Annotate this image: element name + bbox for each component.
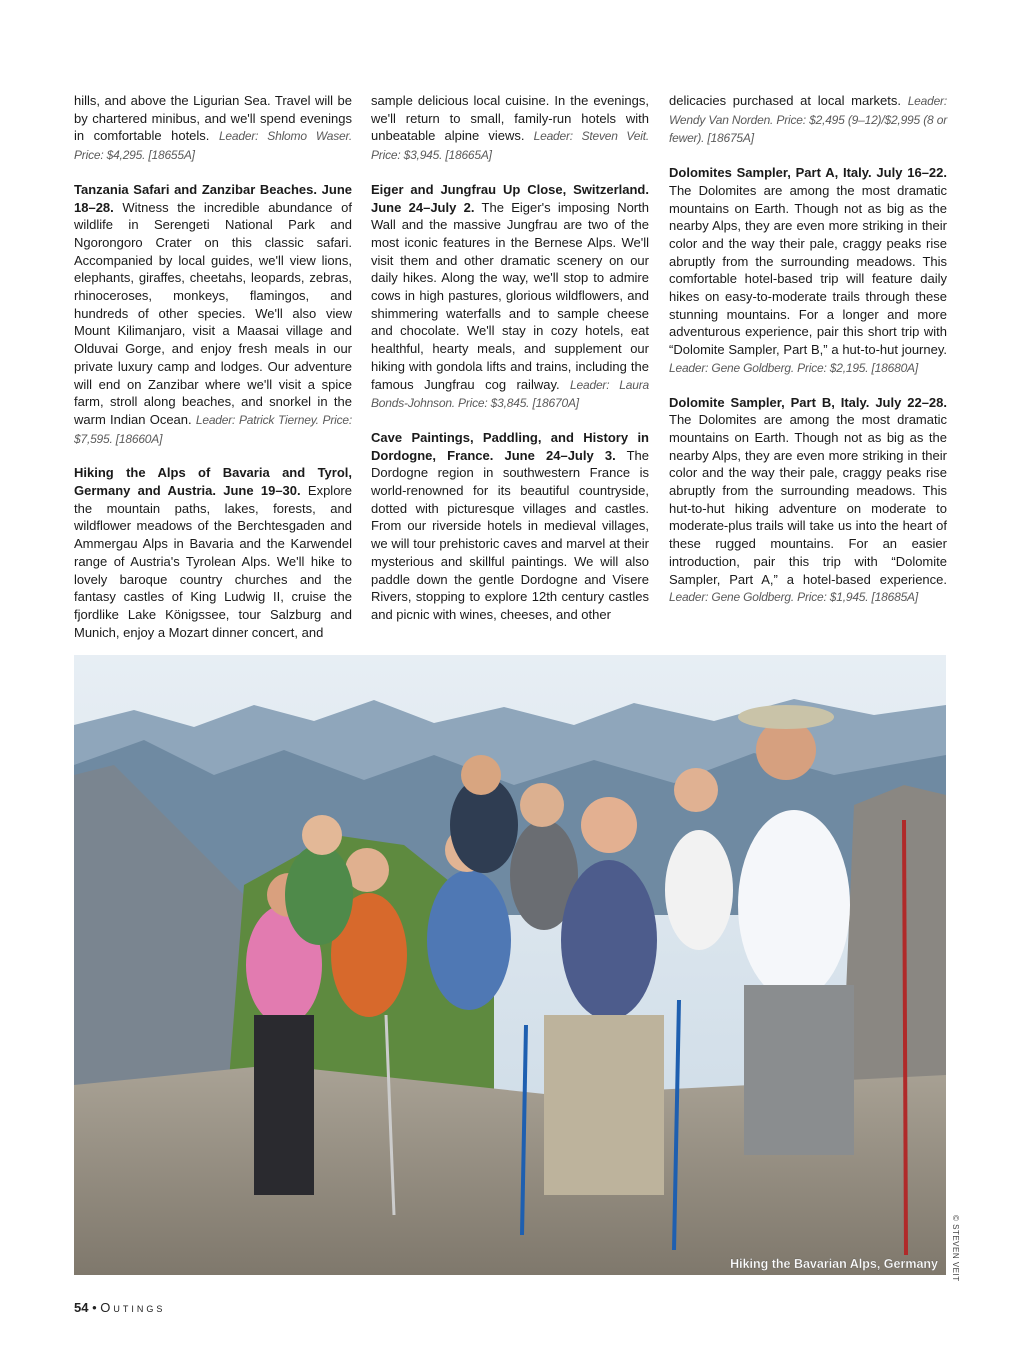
photo-credit: © STEVEN VEIT — [951, 1215, 960, 1282]
page-footer — [74, 1300, 165, 1315]
trip-description: The Dolomites are among the most dramatic mountains on Earth. Though not as big as the nearby Alps, they are even more striking in their color and the way their pale, craggy peaks rise abruptly from the surrounding meadows. This hut-to-hut hiking adventure on moderate to moderate-plus trails will take us into the heart of these rugged mountains. For an easier introduction, pair this trip with “Dolomite Sampler, Part A,” a hotel-based experience. — [669, 412, 947, 587]
column-2 — [371, 92, 649, 640]
trip-description: Witness the incredible abundance of wildlife in Serengeti National Park and Ngorongoro Crater on this classic safari. Accompanied by local guides, we'll view lions, elephants, giraffes, cheetahs, leopards, zebras, rhinoceroses, monkeys, flamingos, and hundreds of other species. We'll also view Mount Kilimanjaro, visit a Maasai village and Olduvai Gorge, and enjoy fresh meals in our private luxury camp and lodges. Our adventure will end on Zanzibar where we'll visit a spice farm, stroll along beaches, and snorkel in the warm Indian Ocean. — [74, 199, 352, 427]
leader-price: Leader: Gene Goldberg. Price: $1,945. [18685A] — [669, 590, 918, 605]
trip-title: Dolomites Sampler, Part A, Italy. July 16–22. — [669, 165, 947, 181]
trip-description: The Eiger's imposing North Wall and the massive Jungfrau are two of the most iconic features in the Bernese Alps. We'll visit them and other dramatic scenery on our daily hikes. Along the way, we'll stop to admire cows in high pastures, glorious wildflowers, and shimmering waterfalls and to sample cheese and chocolate. We'll stay in cozy hotels, eat healthful, hearty meals, and supplement our hiking with gondola lifts and trains, including the famous Jungfrau cog railway. — [371, 199, 649, 392]
trip-description: The Dordogne region in southwestern France is world-renowned for its beautiful countryside, dotted with picturesque villages and castles. From our riverside hotels in medieval villages, we will tour prehistoric caves and marvel at their mysterious and skillful paintings. We will also paddle down the gentle Dordogne and Visere Rivers, stopping to explore 12th century castles and picnic with wines, cheeses, and other — [371, 447, 649, 622]
trip-dordogne — [371, 429, 649, 624]
trip-title: Tanzania Safari and Zanzibar Beaches. June 18–28. — [74, 181, 352, 215]
leader-price: Leader: Laura Bonds-Johnson. Price: $3,845. [18670A] — [371, 377, 649, 411]
trip-tanzania — [74, 181, 352, 449]
trip-description: Explore the mountain paths, lakes, forests, and wildflower meadows of the Berchtesgaden and Ammergau Alps in Bavaria and the Karwendel range of Austria's Tyrolean Alps. We'll hike to lovely baroque country churches and the fantasy castles of King Ludwig II, cruise the fjordlike Lake Königssee, tour Salzburg and Munich, enjoy a Mozart dinner concert, and — [74, 483, 352, 640]
photo-illustration — [74, 655, 946, 1275]
trip-title: Cave Paintings, Paddling, and History in Dordogne, France. June 24–July 3. — [371, 429, 649, 463]
trip-dolomites-b — [669, 394, 947, 607]
footer-separator: • — [92, 1300, 97, 1315]
paragraph-continuation: hills, and above the Ligurian Sea. Travel will be by chartered minibus, and we'll spend evenings in comfortable hotels. Leader: Shlomo Waser. Price: $4,295. [18655A] — [74, 93, 352, 163]
leader-price: Leader: Gene Goldberg. Price: $2,195. [18680A] — [669, 360, 918, 375]
column-1 — [74, 92, 352, 657]
trip-title: Hiking the Alps of Bavaria and Tyrol, Germany and Austria. June 19–30. — [74, 465, 352, 499]
paragraph-continuation: sample delicious local cuisine. In the evenings, we'll return to small, family-run hotels with unbeatable alpine views. Leader: Steven Veit. Price: $3,945. [18665A] — [371, 93, 649, 163]
trip-eiger-jungfrau — [371, 181, 649, 413]
trip-description: The Dolomites are among the most dramatic mountains on Earth. Though not as big as the nearby Alps, they are even more striking in their color and the way their pale, craggy peaks rise abruptly from the surrounding meadows. This comfortable hotel-based trip will feature daily hikes on easy-to-moderate trails through these stunning mountains. For a longer and more adventurous experience, pair this short trip with “Dolomite Sampler, Part B,” a hut-to-hut journey. — [669, 182, 947, 358]
photo-caption: Hiking the Bavarian Alps, Germany — [730, 1257, 938, 1271]
column-3 — [669, 92, 947, 623]
leader-price: Leader: Shlomo Waser. Price: $4,295. [18655A] — [74, 129, 352, 163]
article-columns — [74, 92, 947, 640]
trip-title: Dolomite Sampler, Part B, Italy. July 22–28. — [669, 394, 947, 410]
paragraph-continuation: delicacies purchased at local markets. Leader: Wendy Van Norden. Price: $2,495 (9–12)/$2,995 (8 or fewer). [18675A] — [669, 93, 947, 146]
magazine-name: Outings — [100, 1300, 166, 1315]
hikers-photo — [74, 655, 946, 1275]
leader-price: Leader: Steven Veit. Price: $3,945. [18665A] — [371, 129, 649, 163]
leader-price: Leader: Wendy Van Norden. Price: $2,495 (9–12)/$2,995 (8 or fewer). [18675A] — [669, 94, 947, 146]
leader-price: Leader: Patrick Tierney. Price: $7,595. [18660A] — [74, 412, 352, 446]
page-number: 54 — [74, 1300, 89, 1315]
trip-title: Eiger and Jungfrau Up Close, Switzerland. June 24–July 2. — [371, 181, 649, 215]
trip-dolomites-a — [669, 164, 947, 377]
trip-bavaria-tyrol — [74, 464, 352, 641]
